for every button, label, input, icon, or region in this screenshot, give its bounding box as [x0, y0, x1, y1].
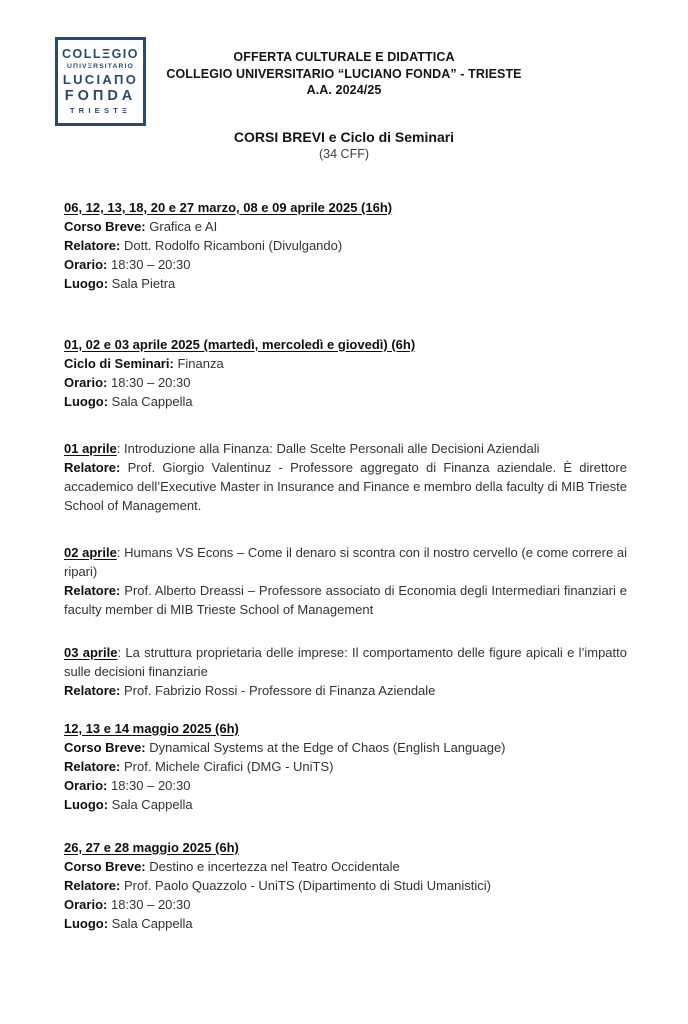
logo-line-luciano: LUCIAΠO — [62, 71, 139, 87]
event-field-row — [64, 757, 627, 776]
relatore-paragraph — [64, 458, 627, 515]
field-label: Corso Breve: — [64, 739, 146, 755]
event-block-grafica-ai — [64, 198, 627, 293]
field-value: 18:30 – 20:30 — [110, 777, 191, 793]
collegio-fonda-logo — [55, 37, 146, 126]
event-field-row — [64, 236, 627, 255]
field-label: Corso Breve: — [64, 858, 146, 874]
field-label: Orario: — [64, 777, 108, 793]
relatore-paragraph — [64, 681, 627, 700]
field-value: Sala Cappella — [111, 796, 193, 812]
logo-line-universitario: UΠIVΞRSITARIO — [67, 62, 134, 70]
field-value: Destino e incertezza nel Teatro Occidentale — [149, 858, 400, 874]
field-value: 18:30 – 20:30 — [110, 374, 191, 390]
event-field-row — [64, 895, 627, 914]
header-title-line1: OFFERTA CULTURALE E DIDATTICA — [233, 50, 455, 64]
seminar-title: : La struttura proprietaria delle imprese: Il comportamento delle figure apicali e l’impatto sulle decisioni finanziarie — [64, 644, 627, 679]
field-label: Relatore: — [64, 459, 121, 475]
event-field-row — [64, 776, 627, 795]
header-title-line2: COLLEGIO UNIVERSITARIO “LUCIANO FONDA” - TRIESTE — [166, 66, 522, 81]
field-label: Luogo: — [64, 796, 109, 812]
relatore-text: Prof. Giorgio Valentinuz - Professore aggregato di Finanza aziendale. È direttore accademico dell’Executive Master in Insurance and Finance e membro della faculty di MIB Trieste School of Management. — [64, 459, 627, 513]
event-field-row — [64, 217, 627, 236]
event-block-seminari-finanza — [64, 335, 627, 411]
credits-line: (34 CFF) — [319, 146, 369, 161]
seminar-title-line — [64, 439, 627, 458]
logo-line-fonda: FOΠDA — [64, 88, 137, 105]
event-field-row — [64, 392, 627, 411]
relatore-text: Prof. Alberto Dreassi – Professore associato di Economia degli Intermediari finanziari e faculty member di MIB Trieste School of Management — [64, 582, 627, 617]
logo-line-trieste: TRIESTΞ — [69, 106, 132, 116]
event-field-row — [64, 354, 627, 373]
field-label: Relatore: — [64, 682, 121, 698]
document-subtitle-block — [0, 128, 688, 163]
event-block-teatro-occidentale — [64, 838, 627, 933]
event-field-row — [64, 795, 627, 814]
seminar-day: 02 aprile — [64, 544, 117, 560]
document-subtitle: CORSI BREVI e Ciclo di Seminari — [233, 128, 455, 145]
relatore-text: Prof. Fabrizio Rossi - Professore di Finanza Aziendale — [123, 682, 436, 698]
event-block-dynamical-systems — [64, 719, 627, 814]
field-label: Luogo: — [64, 275, 109, 291]
event-field-row — [64, 738, 627, 757]
seminar-title: : Introduzione alla Finanza: Dalle Scelte Personali alle Decisioni Aziendali — [116, 440, 540, 456]
event-field-row — [64, 857, 627, 876]
seminar-block-03-aprile — [64, 643, 627, 700]
seminar-day: 01 aprile — [64, 440, 117, 456]
field-value: Grafica e AI — [149, 218, 218, 234]
field-label: Relatore: — [64, 237, 121, 253]
event-field-row — [64, 876, 627, 895]
seminar-title: : Humans VS Econs – Come il denaro si scontra con il nostro cervello (e come correre ai ripari) — [64, 544, 627, 579]
field-value: Dott. Rodolfo Ricamboni (Divulgando) — [123, 237, 343, 253]
field-label: Orario: — [64, 256, 108, 272]
logo-line-collegio: COLLΞGIO — [62, 46, 139, 61]
field-label: Orario: — [64, 896, 108, 912]
event-date-heading: 06, 12, 13, 18, 20 e 27 marzo, 08 e 09 aprile 2025 (16h) — [64, 199, 393, 215]
event-field-row — [64, 274, 627, 293]
field-label: Relatore: — [64, 582, 121, 598]
field-label: Relatore: — [64, 758, 121, 774]
field-value: Prof. Paolo Quazzolo - UniTS (Dipartimento di Studi Umanistici) — [123, 877, 492, 893]
event-date-heading: 26, 27 e 28 maggio 2025 (6h) — [64, 839, 239, 855]
field-label: Luogo: — [64, 915, 109, 931]
field-value: Dynamical Systems at the Edge of Chaos (English Language) — [149, 739, 506, 755]
field-label: Relatore: — [64, 877, 121, 893]
seminar-block-01-aprile — [64, 439, 627, 515]
seminar-day: 03 aprile — [64, 644, 118, 660]
event-field-row — [64, 255, 627, 274]
document-body — [64, 198, 627, 933]
field-value: 18:30 – 20:30 — [110, 896, 191, 912]
seminar-block-02-aprile — [64, 543, 627, 619]
field-value: Sala Cappella — [111, 393, 193, 409]
header-title-line3: A.A. 2024/25 — [306, 83, 382, 97]
field-value: 18:30 – 20:30 — [110, 256, 191, 272]
seminar-title-line — [64, 543, 627, 581]
field-value: Sala Cappella — [111, 915, 193, 931]
field-label: Corso Breve: — [64, 218, 146, 234]
field-value: Finanza — [177, 355, 224, 371]
relatore-paragraph — [64, 581, 627, 619]
event-date-heading: 12, 13 e 14 maggio 2025 (6h) — [64, 720, 239, 736]
event-date-heading: 01, 02 e 03 aprile 2025 (martedì, mercoledì e giovedì) (6h) — [64, 336, 416, 352]
field-value: Prof. Michele Cirafici (DMG - UniTS) — [123, 758, 334, 774]
seminar-title-line — [64, 643, 627, 681]
field-label: Ciclo di Seminari: — [64, 355, 174, 371]
field-label: Luogo: — [64, 393, 109, 409]
event-field-row — [64, 373, 627, 392]
event-field-row — [64, 914, 627, 933]
field-value: Sala Pietra — [111, 275, 176, 291]
field-label: Orario: — [64, 374, 108, 390]
